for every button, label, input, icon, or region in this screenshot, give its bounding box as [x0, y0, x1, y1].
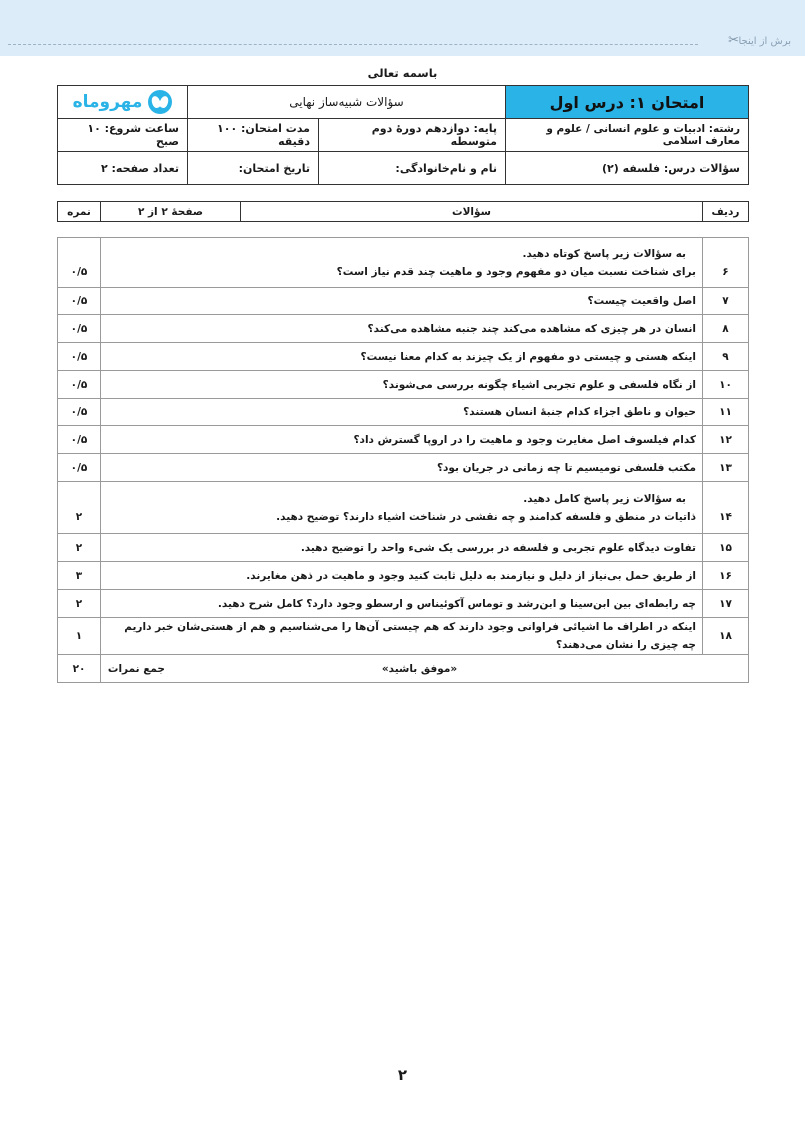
- question-number: ۹: [703, 343, 749, 371]
- question-number: ۱۴: [703, 482, 749, 534]
- page-count-field: تعداد صفحه: ۲: [58, 152, 188, 185]
- score-header: نمره: [58, 202, 101, 222]
- total-score: ۲۰: [58, 655, 101, 683]
- question-line: مکتب فلسفی تومیسیم تا چه زمانی در جریان بود؟: [436, 461, 696, 474]
- question-row: [58, 562, 749, 590]
- question-text: [101, 482, 703, 534]
- column-header: [57, 201, 749, 222]
- exam-title: امتحان ۱: درس اول: [506, 86, 749, 119]
- question-line: حیوان و ناطق اجزاء کدام جنبهٔ انسان هستند؟: [463, 406, 696, 418]
- question-line: برای شناخت نسبت میان دو مفهوم وجود و ماهیت چند قدم نیاز است؟: [336, 265, 696, 278]
- question-score: ۰/۵: [58, 371, 101, 399]
- question-line: از نگاه فلسفی و علوم تجربی اشیاء چگونه بررسی می‌شوند؟: [382, 378, 696, 391]
- page-number: ۲: [397, 1066, 408, 1084]
- question-score: ۰/۵: [58, 238, 101, 288]
- question-number: ۱۵: [703, 534, 749, 562]
- questions-table: [57, 237, 749, 683]
- question-line: اصل واقعیت چیست؟: [587, 295, 696, 307]
- total-row: [101, 655, 749, 683]
- question-text: [101, 454, 703, 482]
- question-number: ۱۳: [703, 454, 749, 482]
- section-instruction: به سؤالات زیر پاسخ کامل دهید.: [523, 492, 686, 505]
- question-score: ۰/۵: [58, 399, 101, 426]
- brand-logo: [58, 86, 188, 119]
- question-row: [58, 315, 749, 343]
- logo-text: مهروماه: [72, 92, 143, 112]
- cut-label: برش از اینجا: [738, 36, 791, 47]
- question-score: ۰/۵: [58, 315, 101, 343]
- question-score: ۲: [58, 534, 101, 562]
- question-number: ۶: [703, 238, 749, 288]
- start-time-field: ساعت شروع: ۱۰ صبح: [58, 119, 188, 152]
- mock-label: سؤالات شبیه‌ساز نهایی: [188, 86, 506, 119]
- question-text: [101, 426, 703, 454]
- question-number: ۸: [703, 315, 749, 343]
- question-row: [58, 288, 749, 315]
- butterfly-icon: [148, 90, 172, 114]
- total-label: جمع نمرات: [107, 662, 165, 675]
- question-number: ۱۰: [703, 371, 749, 399]
- question-text: [101, 343, 703, 371]
- major-field: رشته: ادبیات و علوم انسانی / علوم و معارف اسلامی: [506, 119, 749, 152]
- question-line: انسان در هر چیزی که مشاهده می‌کند چند جنبه مشاهده می‌کند؟: [367, 322, 696, 335]
- good-luck: «موفق باشید»: [381, 662, 458, 675]
- question-text: [101, 534, 703, 562]
- question-number: ۷: [703, 288, 749, 315]
- row-header: ردیف: [703, 202, 749, 222]
- question-text: [101, 315, 703, 343]
- question-text: [101, 238, 703, 288]
- subject-field: سؤالات درس: فلسفه (۲): [506, 152, 749, 185]
- question-line: چه رابطه‌ای بین ابن‌سینا و ابن‌رشد و توماس آکوئیناس و ارسطو وجود دارد؟ کامل شرح دهید.: [217, 597, 696, 610]
- question-row: [58, 343, 749, 371]
- grade-field: پایه: دوازدهم دورهٔ دوم متوسطه: [319, 119, 506, 152]
- question-row: [58, 534, 749, 562]
- question-line: ذاتیات در منطق و فلسفه کدامند و چه نقشی در شناخت اشیاء دارند؟ توضیح دهید.: [276, 510, 696, 523]
- question-row: [58, 482, 749, 534]
- question-text: [101, 288, 703, 315]
- cut-line: [8, 44, 698, 45]
- question-line: اینکه هستی و چیستی دو مفهوم از یک چیزند به کدام معنا نیست؟: [360, 350, 696, 363]
- question-number: ۱۱: [703, 399, 749, 426]
- question-text: [101, 371, 703, 399]
- exam-header: [57, 85, 749, 185]
- duration-field: مدت امتحان: ۱۰۰ دقیقه: [188, 119, 319, 152]
- question-text: [101, 590, 703, 618]
- question-score: ۲: [58, 590, 101, 618]
- question-row: [58, 238, 749, 288]
- question-score: ۰/۵: [58, 343, 101, 371]
- question-row: [58, 454, 749, 482]
- question-number: ۱۸: [703, 618, 749, 655]
- scissors-icon: ✂: [728, 33, 739, 48]
- bismillah: باسمه تعالی: [367, 66, 438, 80]
- top-band: [0, 0, 805, 56]
- question-number: ۱۶: [703, 562, 749, 590]
- question-line: از طریق حمل بی‌نیاز از دلیل و نیازمند به دلیل ثابت کنید وجود و ماهیت در ذهن مغایرند.: [246, 569, 696, 582]
- question-row: [58, 426, 749, 454]
- name-field: نام و نام‌خانوادگی:: [319, 152, 506, 185]
- page-indicator: صفحهٔ ۲ از ۲: [101, 202, 241, 222]
- question-text: [101, 562, 703, 590]
- question-score: ۲: [58, 482, 101, 534]
- question-line: کدام فیلسوف اصل مغایرت وجود و ماهیت را در اروپا گسترش داد؟: [353, 433, 696, 446]
- question-score: ۳: [58, 562, 101, 590]
- question-row: [58, 618, 749, 655]
- question-number: ۱۲: [703, 426, 749, 454]
- question-score: ۰/۵: [58, 454, 101, 482]
- question-row: [58, 371, 749, 399]
- question-score: ۰/۵: [58, 288, 101, 315]
- question-text: [101, 618, 703, 655]
- question-score: ۱: [58, 618, 101, 655]
- date-field: تاریخ امتحان:: [188, 152, 319, 185]
- question-row: [58, 590, 749, 618]
- question-text: [101, 399, 703, 426]
- questions-header: سؤالات: [241, 202, 703, 222]
- question-number: ۱۷: [703, 590, 749, 618]
- question-row: [58, 399, 749, 426]
- section-instruction: به سؤالات زیر پاسخ کوتاه دهید.: [522, 247, 686, 260]
- question-score: ۰/۵: [58, 426, 101, 454]
- question-line: اینکه در اطراف ما اشیائی فراوانی وجود دارند که هم چیستی آن‌ها را می‌شناسیم و هم از هستی‌شان خبر داریم چه چیزی را نشان می‌دهند؟: [124, 621, 696, 651]
- question-line: تفاوت دیدگاه علوم تجربی و فلسفه در بررسی یک شیء واحد را توضیح دهید.: [300, 541, 696, 554]
